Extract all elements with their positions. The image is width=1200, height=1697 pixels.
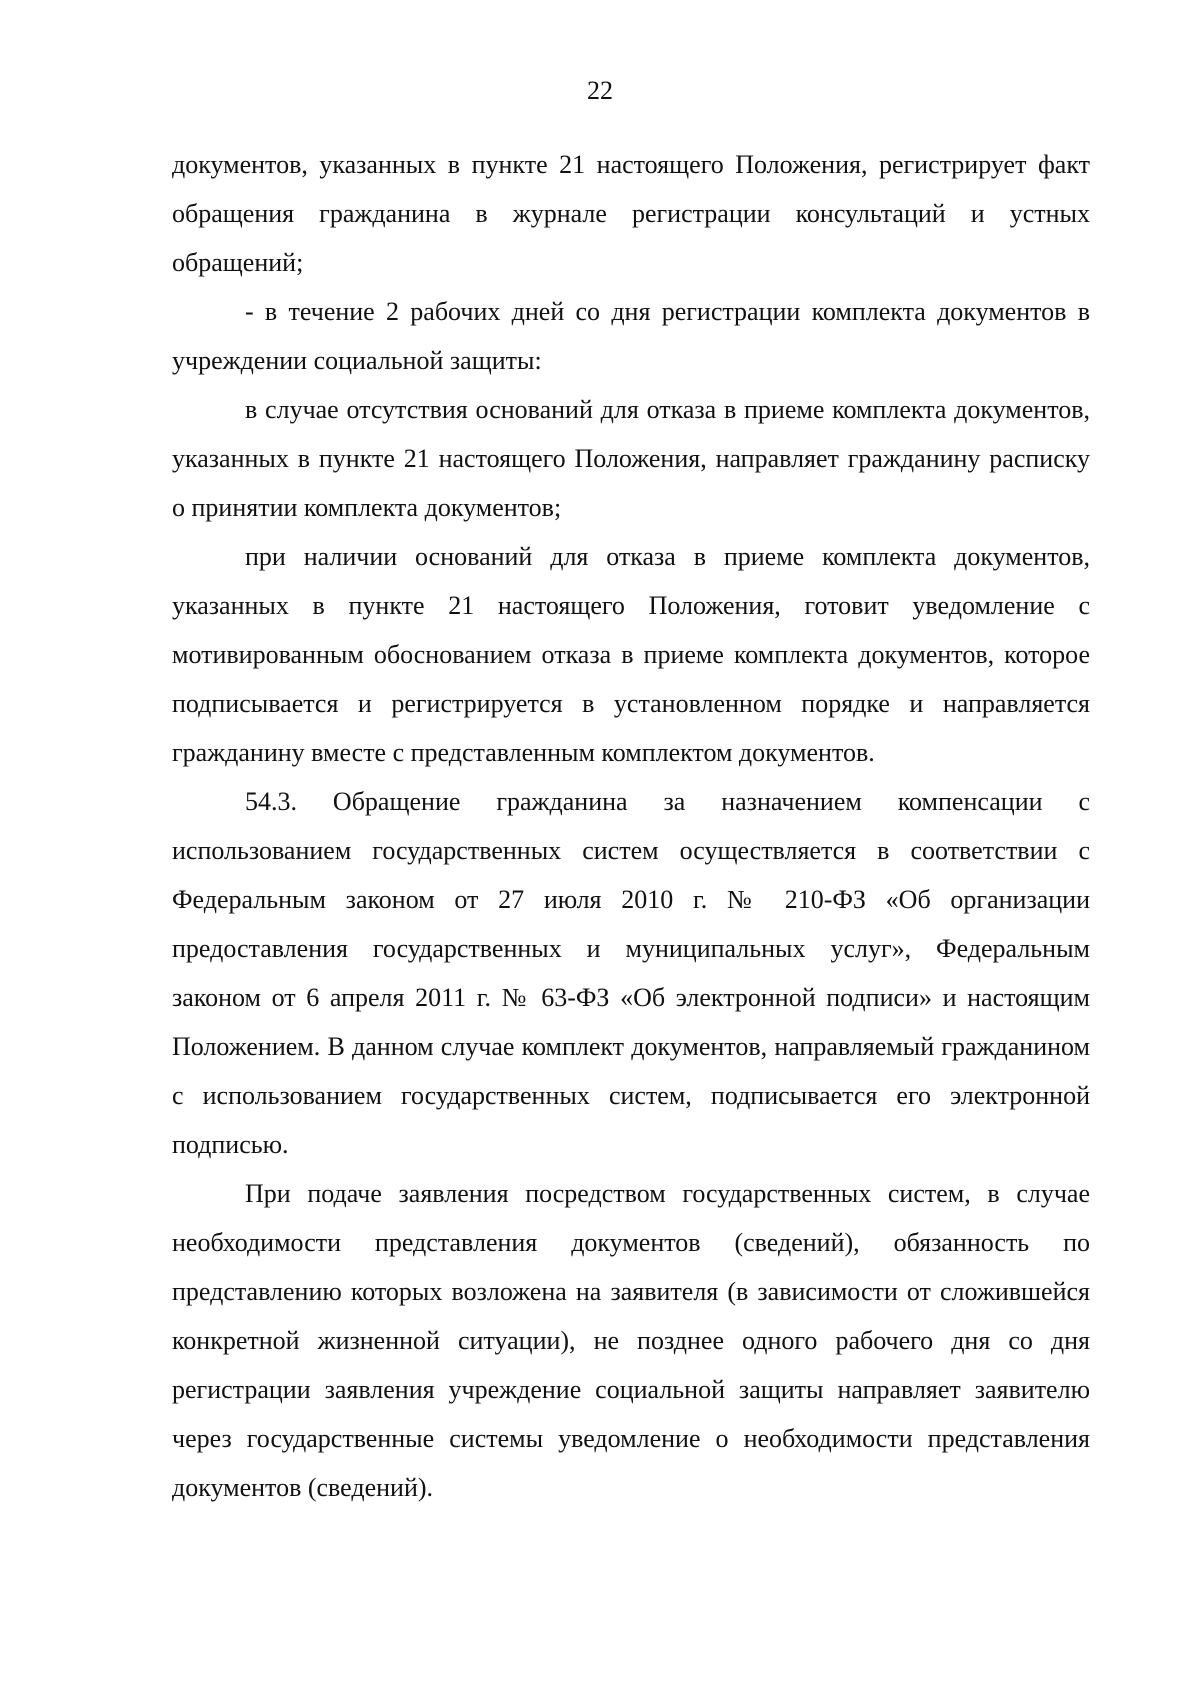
paragraph-grounds-for-refusal: при наличии оснований для отказа в приеме комплекта документов, указанных в пункте 21 настоящего Положения, готовит уведомление с мотивированным обоснованием отказа в приеме комплекта документов, которое подписывается и регистрируется в установленном порядке и направляется гражданину вместе с представленным комплектом документов. bbox=[172, 542, 1090, 767]
document-body bbox=[172, 140, 1090, 1512]
paragraph-electronic-submission: При подаче заявления посредством государственных систем, в случае необходимости представления документов (сведений), обязанность по представлению которых возложена на заявителя (в зависимости от сложившейся конкретной жизненной ситуации), не позднее одного рабочего дня со дня регистрации заявления учреждение социальной защиты направляет заявителю через государственные системы уведомление о необходимости представления документов (сведений). bbox=[172, 1179, 1090, 1502]
paragraph-continuation: документов, указанных в пункте 21 настоящего Положения, регистрирует факт обращения гражданина в журнале регистрации консультаций и устных обращений; bbox=[172, 150, 1090, 277]
page-number: 22 bbox=[587, 76, 613, 105]
paragraph-deadline-item: - в течение 2 рабочих дней со дня регистрации комплекта документов в учреждении социальной защиты: bbox=[172, 297, 1090, 375]
paragraph-no-grounds-for-refusal: в случае отсутствия оснований для отказа в приеме комплекта документов, указанных в пункте 21 настоящего Положения, направляет гражданину расписку о принятии комплекта документов; bbox=[172, 395, 1090, 522]
paragraph-clause-54-3: 54.3. Обращение гражданина за назначением компенсации с использованием государственных систем осуществляется в соответствии с Федеральным законом от 27 июля 2010 г. № 210-ФЗ «Об организации предоставления государственных и муниципальных услуг», Федеральным законом от 6 апреля 2011 г. № 63-ФЗ «Об электронной подписи» и настоящим Положением. В данном случае комплект документов, направляемый гражданином с использованием государственных систем, подписывается его электронной подписью. bbox=[172, 787, 1090, 1159]
